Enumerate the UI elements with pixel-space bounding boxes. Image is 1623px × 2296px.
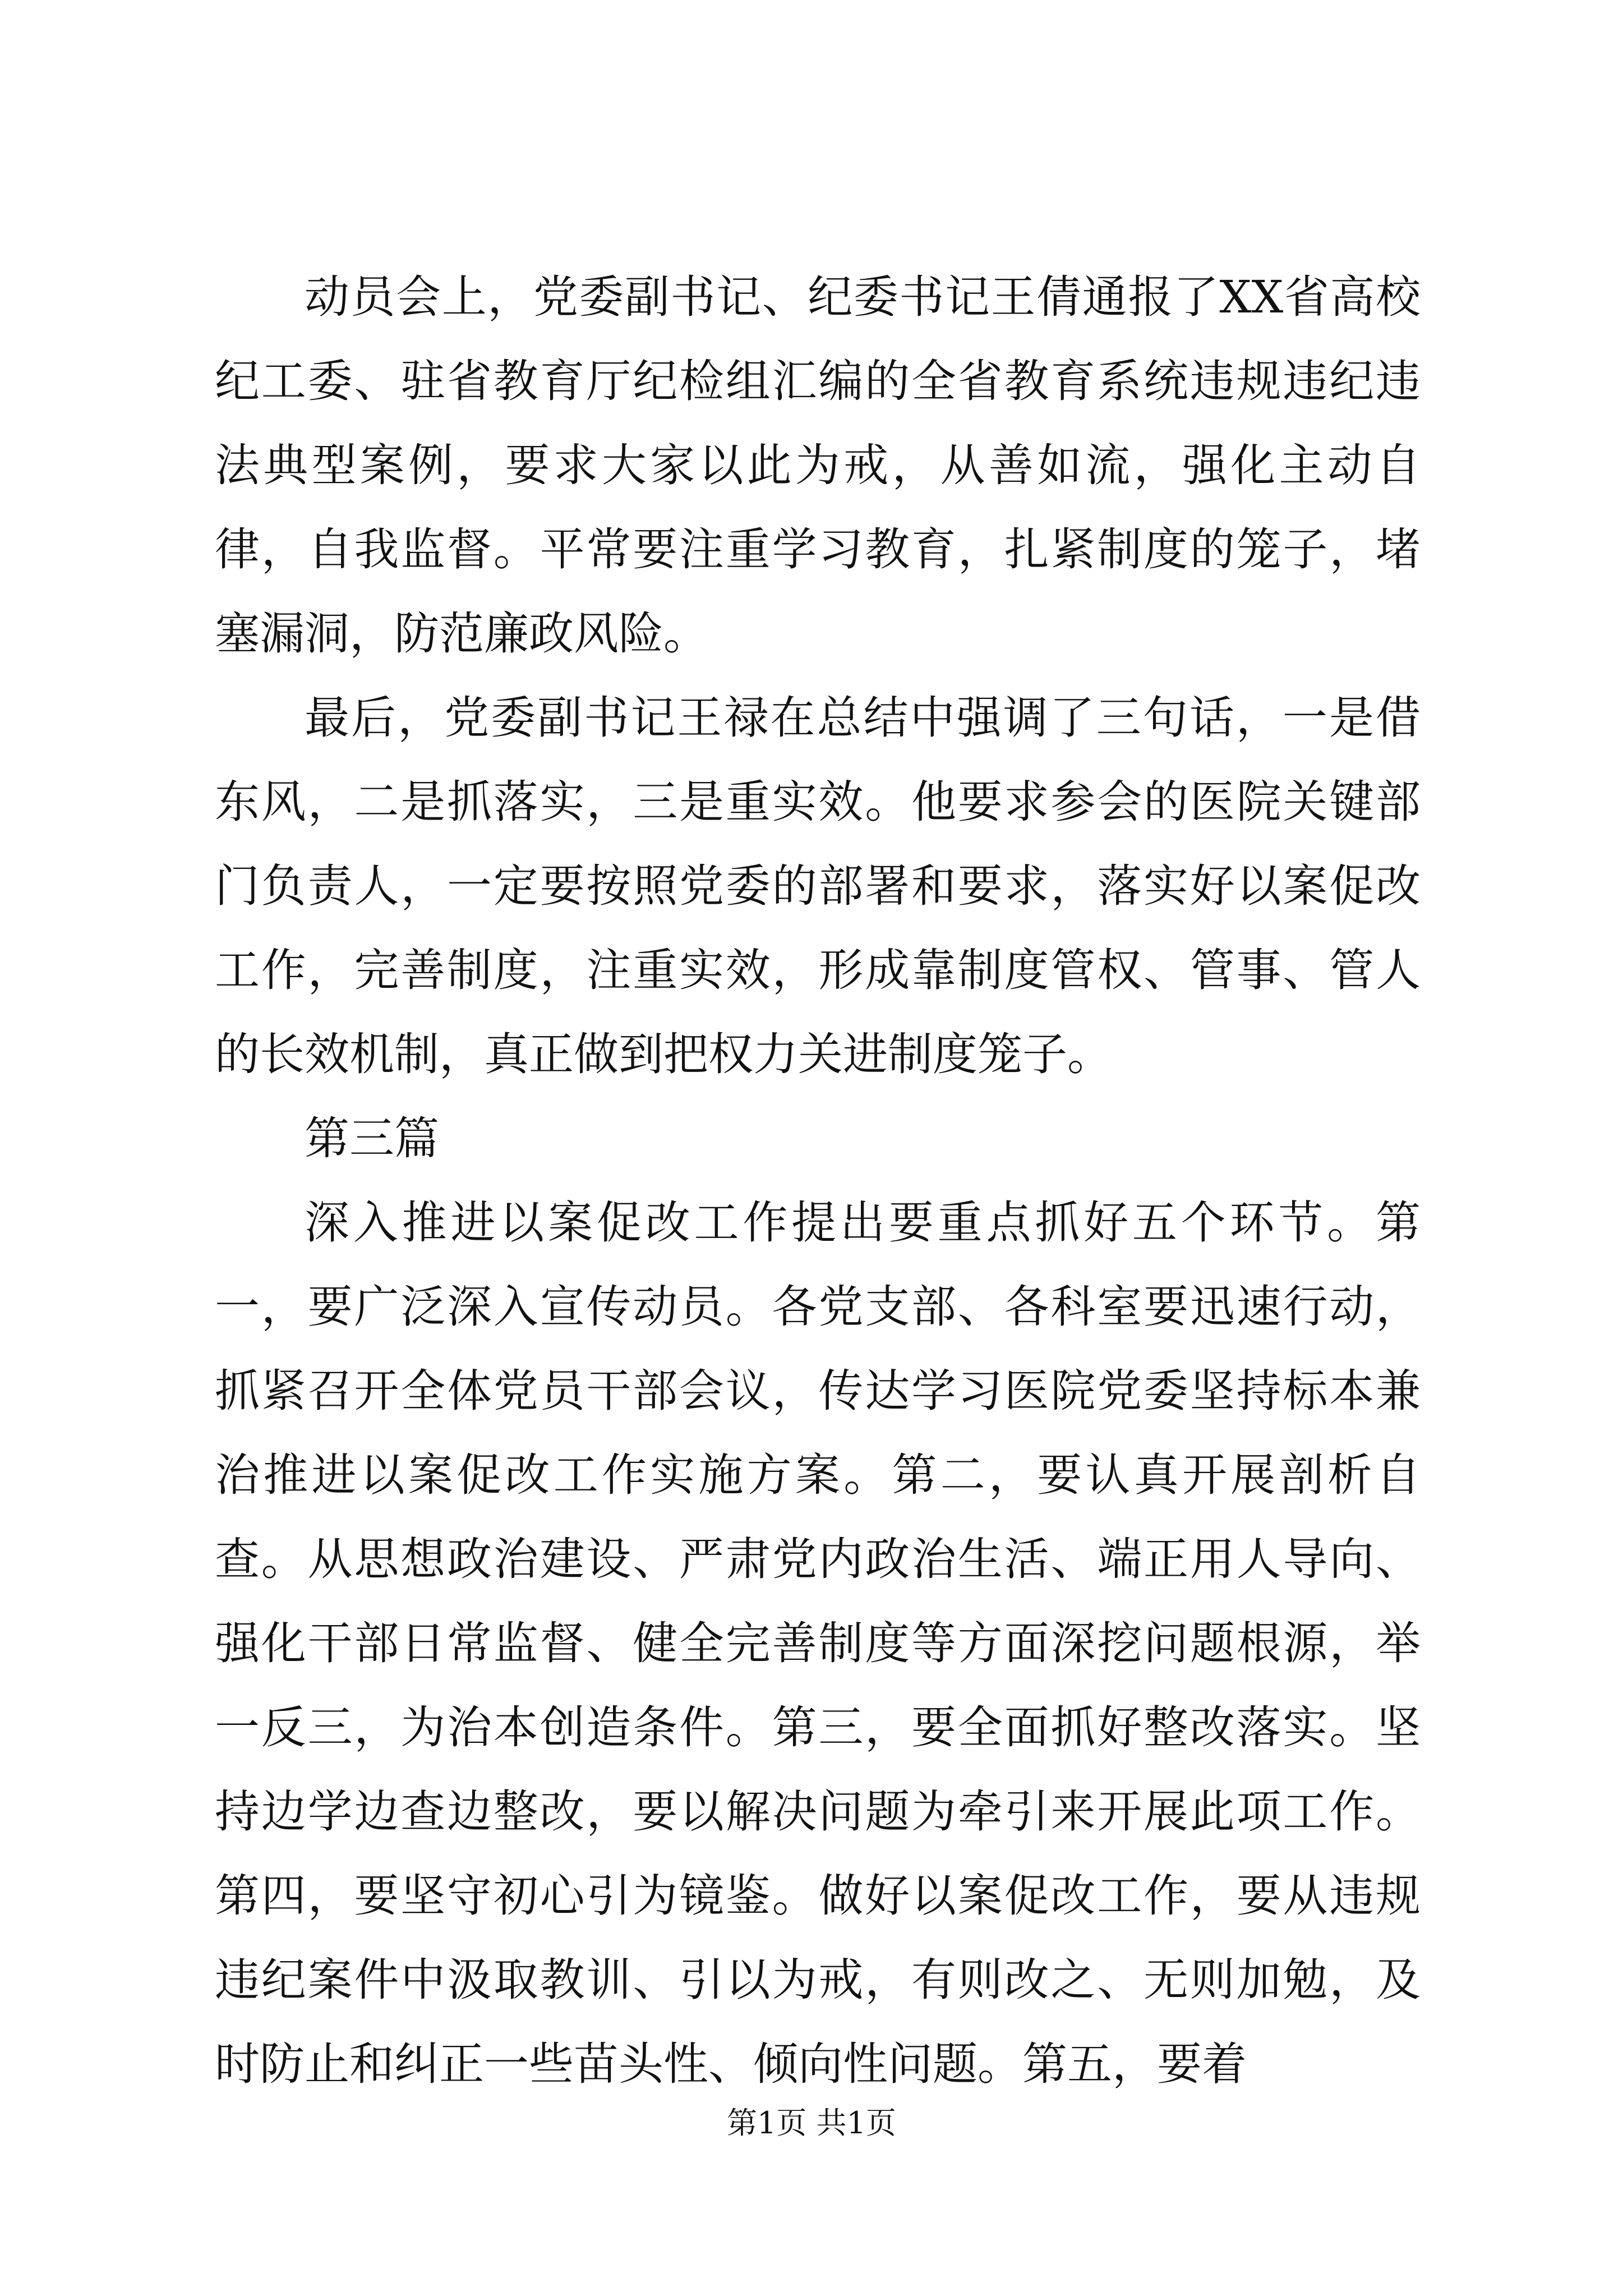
- document-body: [215, 255, 1421, 2106]
- paragraph-mobilization-meeting: 动员会上，党委副书记、纪委书记王倩通报了XX省高校纪工委、驻省教育厅纪检组汇编的全省教育系统违规违纪违法典型案例，要求大家以此为戒，从善如流，强化主动自律，自我监督。平常要注重学习教育，扎紧制度的笼子，堵塞漏洞，防范廉政风险。: [215, 271, 1421, 660]
- paragraph-five-steps: 深入推进以案促改工作提出要重点抓好五个环节。第一，要广泛深入宣传动员。各党支部、各科室要迅速行动，抓紧召开全体党员干部会议，传达学习医院党委坚持标本兼治推进以案促改工作实施方案。第二，要认真开展剖析自查。从思想政治建设、严肃党内政治生活、端正用人导向、强化干部日常监督、健全完善制度等方面深挖问题根源，举一反三，为治本创造条件。第三，要全面抓好整改落实。坚持边学边查边整改，要以解决问题为牵引来开展此项工作。第四，要坚守初心引为镜鉴。做好以案促改工作，要从违规违纪案件中汲取教训、引以为戒，有则改之、无则加勉，及时防止和纠正一些苗头性、倾向性问题。第五，要着: [215, 1197, 1421, 2090]
- page-footer: 第1页 共1页: [727, 2105, 896, 2141]
- section-heading: 第三篇: [305, 1112, 439, 1165]
- paragraph-summary: 最后，党委副书记王禄在总结中强调了三句话，一是借东风，二是抓落实，三是重实效。他要求参会的医院关键部门负责人，一定要按照党委的部署和要求，落实好以案促改工作，完善制度，注重实效，形成靠制度管权、管事、管人的长效机制，真正做到把权力关进制度笼子。: [215, 692, 1421, 1080]
